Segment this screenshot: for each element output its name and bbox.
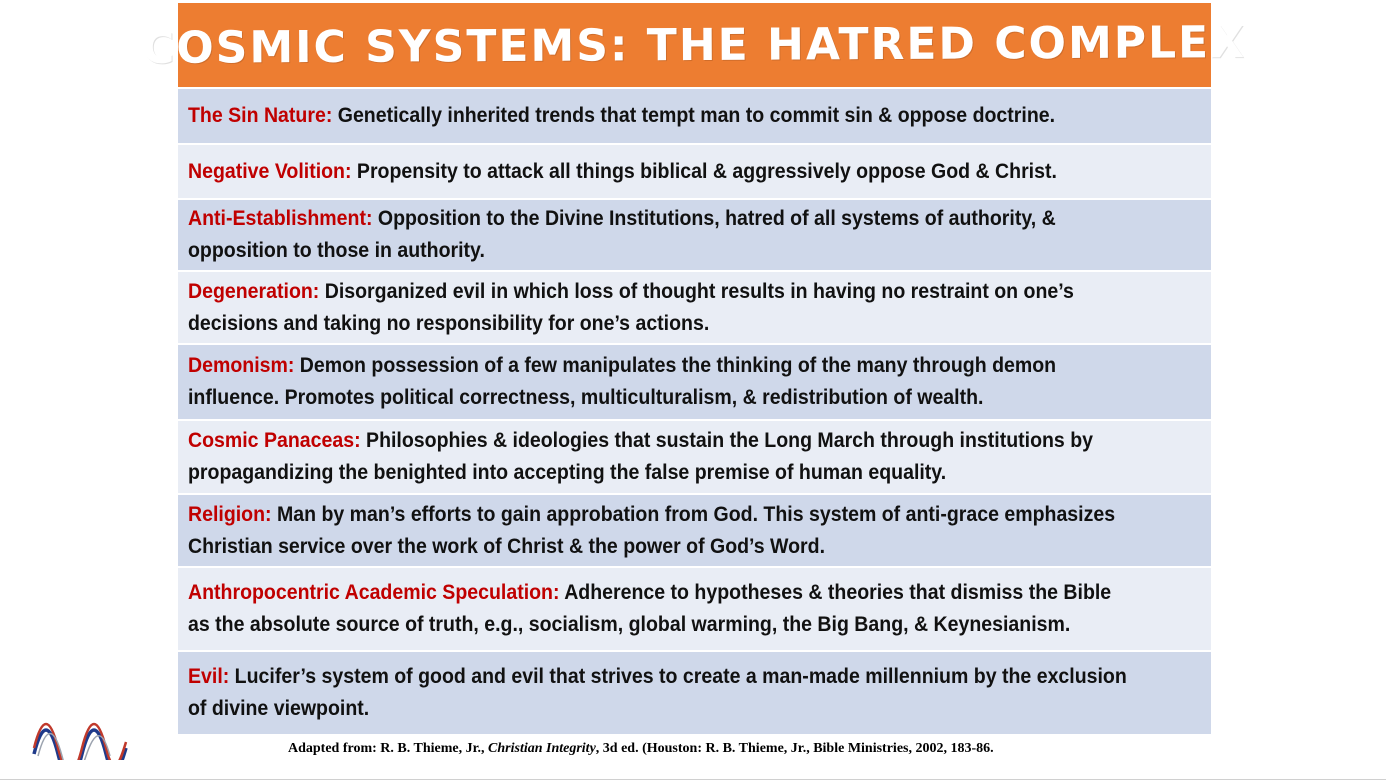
row-term: Anthropocentric Academic Speculation: (188, 581, 560, 604)
table-row (178, 200, 1211, 272)
row-description: Opposition to the Divine Institutions, hatred of all systems of authority, & opposition to those in authority. (188, 207, 1056, 262)
row-content (188, 425, 1130, 489)
row-content (188, 577, 1130, 641)
row-content (188, 203, 1130, 267)
table-row (178, 89, 1211, 145)
table-row (178, 345, 1211, 421)
row-description: Philosophies & ideologies that sustain the Long March through institutions by propagandizing the benighted into accepting the false premise of human equality. (188, 429, 1094, 484)
slide-title: COSMIC SYSTEMS: THE HATRED COMPLEX (142, 16, 1247, 74)
citation-book-title: Christian Integrity (488, 741, 596, 756)
citation-suffix: , 3d ed. (Houston: R. B. Thieme, Jr., Bible Ministries, 2002, 183-86. (595, 741, 994, 756)
row-content (188, 156, 1130, 188)
row-content (188, 661, 1130, 725)
row-description: Demon possession of a few manipulates the thinking of the many through demon influence. Promotes political correctness, multiculturalism, & redistribution of wealth. (188, 354, 1057, 409)
row-term: Evil: (188, 665, 230, 688)
row-term: Negative Volition: (188, 159, 352, 183)
row-content (188, 276, 1130, 340)
table-row (178, 495, 1211, 568)
row-content (188, 499, 1130, 563)
table-row (178, 652, 1211, 734)
table-row (178, 272, 1211, 345)
dna-helix-logo-icon (30, 718, 128, 760)
row-description: Lucifer’s system of good and evil that strives to create a man-made millennium by the exclusion of divine viewpoint. (188, 665, 1127, 720)
row-content (188, 350, 1130, 414)
citation-footer (288, 741, 994, 757)
row-description: Genetically inherited trends that tempt man to commit sin & oppose doctrine. (332, 104, 1056, 127)
title-bar (142, 3, 1247, 87)
row-description: Man by man’s efforts to gain approbation from God. This system of anti-grace emphasizes Christian service over the work of Christ & the power of God’s Word. (188, 502, 1116, 558)
citation-prefix: Adapted from: R. B. Thieme, Jr., (288, 741, 489, 756)
row-description: Propensity to attack all things biblical & aggressively oppose God & Christ. (351, 159, 1057, 183)
table-row (178, 568, 1211, 652)
row-term: The Sin Nature: (188, 104, 333, 127)
row-term: Anti-Establishment: (188, 207, 373, 230)
table-row (178, 421, 1211, 495)
row-term: Religion: (188, 502, 272, 526)
row-description: Adherence to hypotheses & theories that dismiss the Bible as the absolute source of truth, e.g., socialism, global warming, the Big Bang, & Keynesianism. (188, 581, 1112, 636)
systems-table (178, 89, 1211, 734)
row-term: Cosmic Panaceas: (188, 429, 361, 452)
row-content (188, 100, 1130, 132)
row-term: Demonism: (188, 354, 295, 377)
table-row (178, 145, 1211, 200)
row-description: Disorganized evil in which loss of thought results in having no restraint on one’s decisions and taking no responsibility for one’s actions. (188, 279, 1074, 335)
row-term: Degeneration: (188, 279, 320, 303)
bottom-divider (0, 779, 1386, 780)
